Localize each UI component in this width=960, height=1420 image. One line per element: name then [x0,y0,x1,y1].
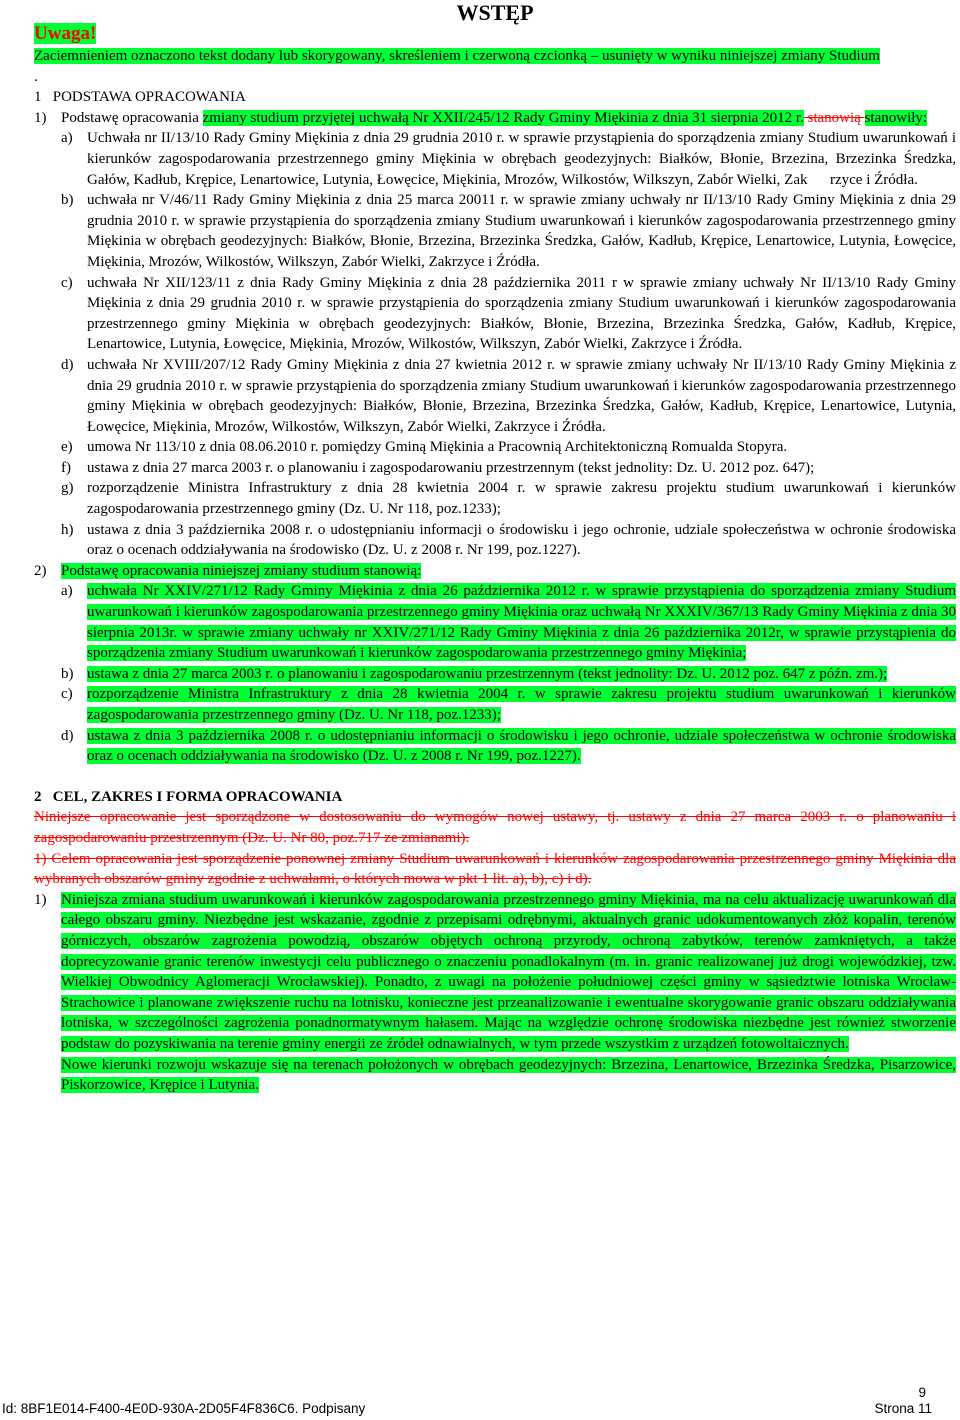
item-text: ustawa z dnia 3 października 2008 r. o udostępnianiu informacji o środowisku i jego ochronie, udziale społeczeństwa w ochronie środowiska oraz o ocenach oddziaływania na środowisko (Dz. U. z 2008 r. Nr 199, poz.1227). [87,727,956,765]
s2-struck-paragraph-2: 1) Celem opracowania jest sporządzenie ponownej zmiany Studium uwarunkowań i kierunków zagospodarowania przestrzennego gminy Miękinia dla wybranych obszarów gminy zgodnie z uchwałami, o których mowa w pkt 1 lit. a), b), c) i d). [34,850,956,888]
item-label: c) [61,686,73,703]
item-label: g) [61,480,74,497]
s1-p2-item-d [34,726,956,767]
s1-p1-item-f [34,458,956,479]
s1-p2-item-a [34,581,956,663]
s1-p2-item-c [34,684,956,725]
section-2-heading: 2 CEL, ZAKRES I FORMA OPRACOWANIA [34,788,343,805]
s1-point-2-label: 2) [34,562,47,579]
page-number: 9 [918,1385,926,1400]
item-text: rozporządzenie Ministra Infrastruktury z dnia 28 kwietnia 2004 r. w sprawie zakresu projektu studium uwarunkowań i kierunków zagospodarowania przestrzennego gminy (Dz. U. Nr 118, poz.1233); [87,686,956,723]
notice-text-span: Zaciemnieniem oznaczono tekst dodany lub skorygowany, skreśleniem i czerwoną czcionką – usunięty w wyniku niniejszej zmiany Studium [34,48,880,64]
section-1-heading: 1 PODSTAWA OPRACOWANIA [34,89,246,106]
s2-point-1-text: Niniejsza zmiana studium uwarunkowań i kierunków zagospodarowania przestrzennego gminy Miękinia, ma na celu aktualizację uwarunkowań dla całego obszaru gminy. Niezbędne jest wskazanie, zgodnie z przepisami odrębnymi, aktualnych granic udokumentowanych złóż kopalin, terenów górniczych, obszarów zagrożenia powodzią, obszarów objętych ochroną przyrody, ochroną zabytków, terenów zamkniętych, a także doprecyzowanie granic terenów inwestycji celu publicznego o znaczeniu ponadlokalnym (m. in. granic realizowanej już drogi wojewódzkiej, tzw. Wielkiej Obwodnicy Aglomeracji Wrocławskiej). Ponadto, z uwagi na położenie południowej części gminy w sąsiedztwie lotniska Wrocław-Strachowice i planowane zwiększenie ruchu na lotnisku, konieczne jest przeanalizowanie i ewentualne skorygowanie granic obszaru oddziaływania lotniska, w szczególności zagrożenia ponadnormatywnym hałasem. Mając na względzie ochronę środowiska niezbędne jest również stworzenie podstaw do pozyskiwania na terenie gminy energii ze źródeł odnawialnych, w tym przede wszystkim z urządzeń fotowoltaicznych. [61,891,956,1052]
item-text: Uchwała nr II/13/10 Rady Gminy Miękinia z dnia 29 grudnia 2010 r. w sprawie przystąpienia do sporządzenia zmiany Studium uwarunkowań i kierunków zagospodarowania przestrzennego gminy Miękinia w obrębach geodezyjnych: Białków, Błonie, Brzezina, Brzezinka Średzka, Gałów, Kadłub, Krępice, Lenartowice, Lutynia, Łowęcice, Miękinia, Mrozów, Wilkostów, Wilkszyn, Zabór Wielki, Zak rzyce i Źródła. [87,130,960,188]
notice-heading-text: Uwaga! [34,23,97,44]
item-label: d) [61,356,74,373]
item-label: h) [61,521,74,538]
s1-point-2 [34,561,956,582]
item-label: d) [61,727,74,744]
s1-point-1-text-d: stanowiły: [864,109,928,126]
s1-point-1-struck: stanowią [803,109,865,126]
item-text: ustawa z dnia 27 marca 2003 r. o planowaniu i zagospodarowaniu przestrzennym (tekst jednolity: Dz. U. 2012 poz. 647 z późn. zm.); [87,665,888,682]
item-label: f) [61,459,71,476]
item-text: rozporządzenie Ministra Infrastruktury z dnia 28 kwietnia 2004 r. w sprawie zakresu projektu studium uwarunkowań i kierunków zagospodarowania przestrzennego gminy (Dz. U. Nr 118, poz.1233); [87,480,956,518]
item-text: uchwała Nr XII/123/11 z dnia Rady Gminy Miękinia z dnia 28 października 2011 r w sprawie zmiany uchwały Nr II/13/10 Rady Gminy Miękinia z dnia 29 grudnia 2010 r. w sprawie przystąpienia do sporządzenia zmiany Studium uwarunkowań i kierunków zagospodarowania przestrzennego gminy Miękinia w obrębach geodezyjnych: Białków, Błonie, Brzezina, Brzezinka Średzka, Gałów, Kadłub, Krępice, Lenartowice, Lutynia, Łowęcice, Miękinia, Mrozów, Wilkostów, Wilkszyn, Zabór Wielki, Zakrzyce i Źródła. [87,274,956,353]
item-label: b) [61,665,74,682]
s1-point-1-label: 1) [34,109,47,126]
page-counter: Strona 11 [874,1401,932,1416]
s1-p1-item-g [34,478,956,519]
document-title: WSTĘP [456,0,534,25]
item-text: ustawa z dnia 27 marca 2003 r. o planowaniu i zagospodarowaniu przestrzennym (tekst jednolity: Dz. U. 2012 poz. 647); [87,459,815,476]
s1-p1-item-d [34,355,956,437]
document-id: Id: 8BF1E014-F400-4E0D-930A-2D05F4F836C6. Podpisany [2,1401,366,1416]
item-text: uchwała nr V/46/11 Rady Gminy Miękinia z dnia 25 marca 20011 r. w sprawie zmiany uchwały nr II/13/10 Rady Gminy Miękinia z dnia 29 grudnia 2010 r. w sprawie przystąpienia do sporządzenia zmiany Studium uwarunkowań i kierunków zagospodarowania przestrzennego gminy Miękinia w obrębach geodezyjnych: Białków, Błonie, Brzezina, Brzezinka Średzka, Gałów, Kadłub, Krępice, Lenartowice, Lutynia, Łowęcice, Miękinia, Mrozów, Wilkostów, Wilkszyn, Zabór Wielki, Zakrzyce i Źródła. [87,192,956,270]
s1-point-1 [34,108,956,129]
s2-struck-paragraph-1: Niniejsze opracowanie jest sporządzone w dostosowaniu do wymogów nowej ustawy, tj. ustawy z dnia 27 marca 2003 r. o planowaniu i zagospodarowaniu przestrzennym (Dz. U. Nr 80, poz.717 ze zmianami). [34,809,956,846]
s2-point-1-label: 1) [34,891,47,908]
document-page [34,0,960,1096]
s1-p2-item-b [34,664,956,685]
s1-point-1-text-a: Podstawę opracowania [61,109,203,126]
item-label: e) [61,439,73,456]
item-text: uchwała Nr XXIV/271/12 Rady Gminy Miękinia z dnia 26 października 2012 r. w sprawie przystąpienia do sporządzenia zmiany Studium uwarunkowań i kierunków zagospodarowania przestrzennego gminy Miękinia oraz uchwałą Nr XXXIV/367/13 Rady Gminy Miękinia z dnia 30 sierpnia 2013r. w sprawie zmiany uchwały nr XXIV/271/12 Rady Gminy Miękinia z dnia 26 października 2012r, w sprawie przystąpienia do sporządzenia zmiany Studium uwarunkowań i kierunków zagospodarowania przestrzennego gminy Miękinia; [87,583,956,662]
s1-p1-item-c [34,273,956,355]
item-label: c) [61,274,73,291]
dot-line: . [34,68,38,85]
s2-point-1-text-2: Nowe kierunki rozwoju wskazuje się na terenach położonych w obrębach geodezyjnych: Brzezina, Lenartowice, Brzezinka Średzka, Pisarzowice, Piskorzowice, Krępice i Lutynia. [61,1056,956,1094]
item-text: uchwała Nr XVIII/207/12 Rady Gminy Miękinia z dnia 27 kwietnia 2012 r. w sprawie zmiany uchwały Nr II/13/10 Rady Gminy Miękinia z dnia 29 grudnia 2010 r. w sprawie przystąpienia do sporządzenia zmiany Studium uwarunkowań i kierunków zagospodarowania przestrzennego gminy Miękinia w obrębach geodezyjnych: Białków, Błonie, Brzezina, Brzezinka Średzka, Gałów, Kadłub, Krępice, Lenartowice, Lutynia, Łowęcice, Miękinia, Mrozów, Wilkostów, Wilkszyn, Zabór Wielki, Zakrzyce i Źródła. [87,356,956,435]
item-label: a) [61,583,73,600]
s1-p1-item-a [34,128,960,190]
section-gap [34,767,956,787]
s1-point-2-text: Podstawę opracowania niniejszej zmiany studium stanowią: [61,562,422,579]
item-label: b) [61,192,74,209]
s1-p1-item-b [34,190,956,272]
s1-p1-item-e [34,437,956,458]
item-label: a) [61,130,73,147]
item-text: umowa Nr 113/10 z dnia 08.06.2010 r. pomiędzy Gminą Miękinia a Pracownią Architektoniczną Romualda Stopyra. [87,439,788,456]
s1-point-1-text-b: zmiany studium przyjętej uchwałą Nr XXII/245/12 Rady Gminy Miękinia z dnia 31 sierpnia 2012 r. [202,109,804,126]
notice-text [34,46,956,67]
s1-p1-item-h [34,520,956,561]
s2-point-1 [34,890,956,1096]
item-text: ustawa z dnia 3 października 2008 r. o udostępnianiu informacji o środowisku i jego ochronie, udziale społeczeństwa w ochronie środowiska oraz o ocenach oddziaływania na środowisko (Dz. U. z 2008 r. Nr 199, poz.1227). [87,521,956,559]
